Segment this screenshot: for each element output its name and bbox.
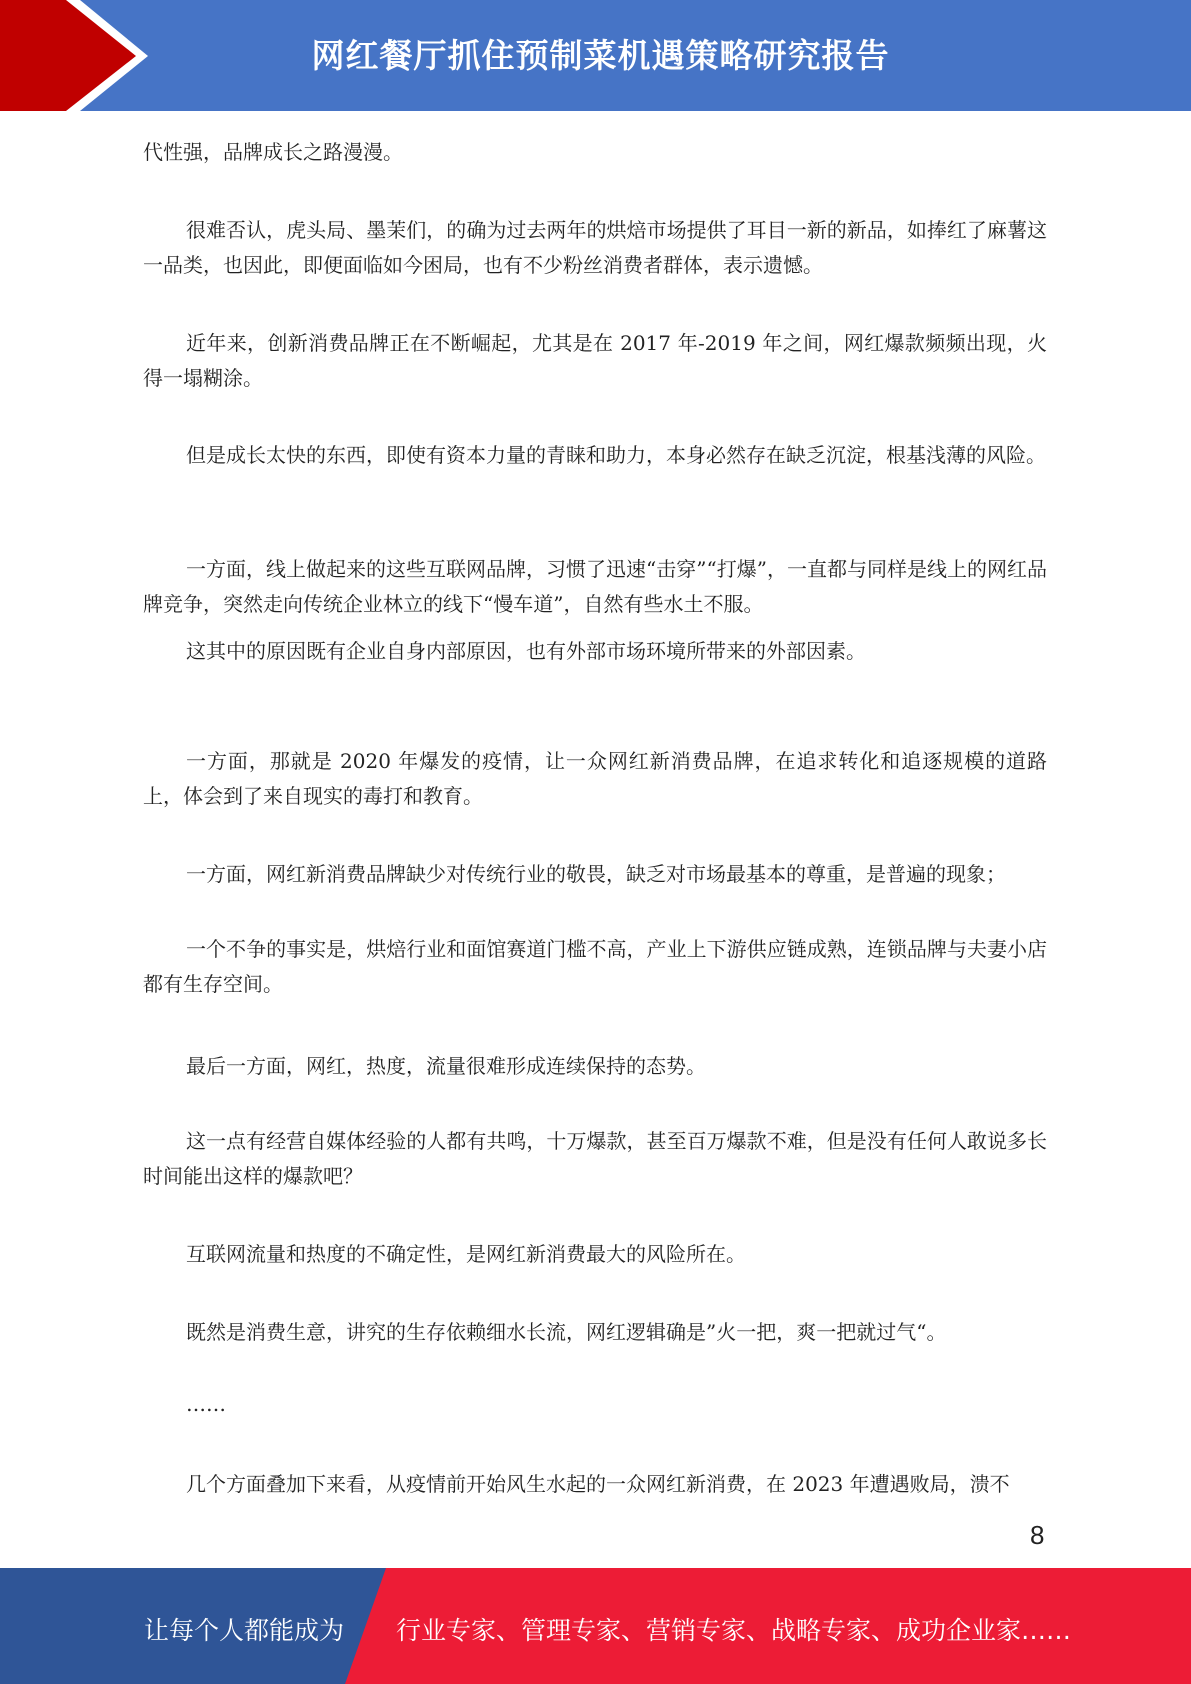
page-number: 8 bbox=[1030, 1520, 1045, 1550]
paragraph: 一方面，那就是 2020 年爆发的疫情，让一众网红新消费品牌，在追求转化和追逐规模的道路上，体会到了来自现实的毒打和教育。 bbox=[143, 749, 1047, 808]
report-title: 网红餐厅抓住预制菜机遇策略研究报告 bbox=[311, 36, 890, 75]
paragraph: 最后一方面，网红，热度，流量很难形成连续保持的态势。 bbox=[186, 1054, 706, 1078]
footer-slogan-right: 行业专家、管理专家、营销专家、战略专家、成功企业家…… bbox=[396, 1616, 1072, 1645]
paragraph: 互联网流量和热度的不确定性，是网红新消费最大的风险所在。 bbox=[186, 1242, 746, 1266]
paragraph: 一个不争的事实是，烘焙行业和面馆赛道门槛不高，产业上下游供应链成熟，连锁品牌与夫妻小店都有生存空间。 bbox=[143, 937, 1047, 996]
paragraph: 既然是消费生意，讲究的生存依赖细水长流，网红逻辑确是”火一把，爽一把就过气“。 bbox=[186, 1320, 947, 1344]
paragraph: 代性强，品牌成长之路漫漫。 bbox=[143, 140, 403, 164]
paragraph: 这其中的原因既有企业自身内部原因，也有外部市场环境所带来的外部因素。 bbox=[186, 639, 866, 663]
paragraph: 但是成长太快的东西，即使有资本力量的青睐和助力，本身必然存在缺乏沉淀，根基浅薄的风险。 bbox=[186, 443, 1046, 467]
paragraph: 这一点有经营自媒体经验的人都有共鸣，十万爆款，甚至百万爆款不难，但是没有任何人敢说多长时间能出这样的爆款吧？ bbox=[143, 1129, 1047, 1188]
paragraph: 一方面，线上做起来的这些互联网品牌，习惯了迅速“击穿”“打爆”，一直都与同样是线上的网红品牌竞争，突然走向传统企业林立的线下“慢车道”，自然有些水土不服。 bbox=[143, 557, 1047, 616]
footer-banner bbox=[0, 1568, 1191, 1684]
paragraph: …… bbox=[186, 1392, 226, 1416]
paragraph: 几个方面叠加下来看，从疫情前开始风生水起的一众网红新消费，在 2023 年遭遇败局，溃不 bbox=[186, 1472, 1010, 1496]
footer-slogan-left: 让每个人都能成为 bbox=[144, 1616, 345, 1645]
paragraph: 一方面，网红新消费品牌缺少对传统行业的敬畏，缺乏对市场最基本的尊重，是普遍的现象； bbox=[186, 862, 1006, 886]
paragraph: 近年来，创新消费品牌正在不断崛起，尤其是在 2017 年-2019 年之间，网红爆款频频出现，火得一塌糊涂。 bbox=[143, 331, 1047, 390]
report-header bbox=[0, 0, 1191, 111]
paragraph: 很难否认，虎头局、墨茉们，的确为过去两年的烘焙市场提供了耳目一新的新品，如捧红了麻薯这一品类，也因此，即便面临如今困局，也有不少粉丝消费者群体，表示遗憾。 bbox=[143, 218, 1047, 277]
